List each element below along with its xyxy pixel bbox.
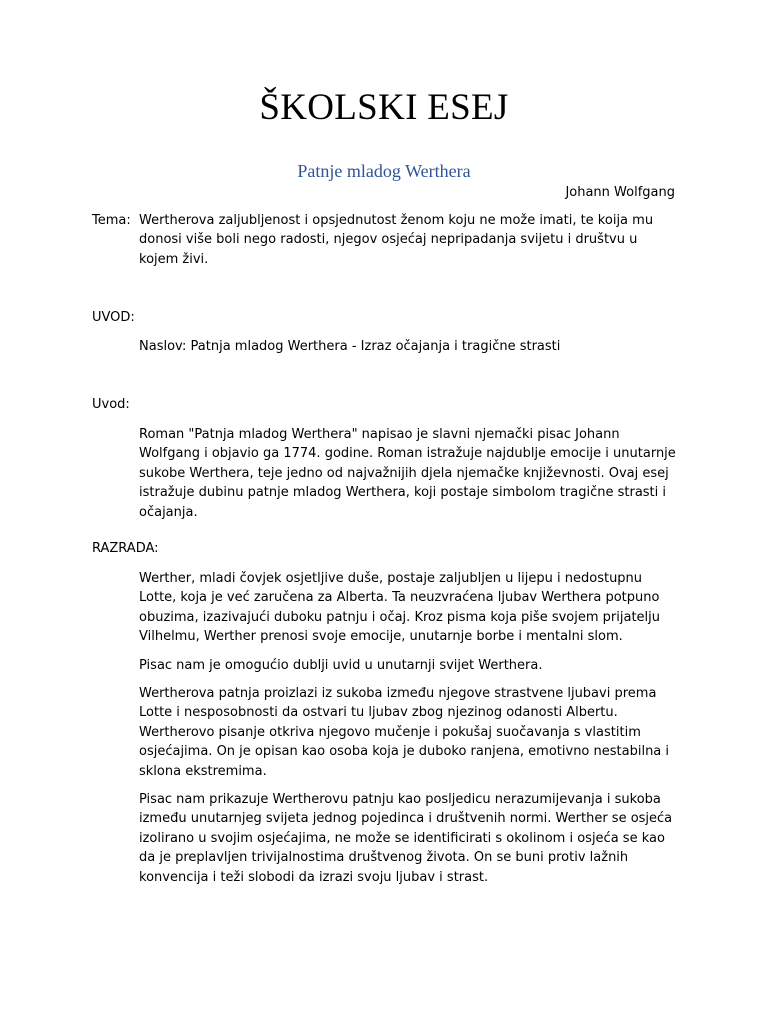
uvod-heading-text bbox=[139, 337, 679, 356]
author-name: Johann Wolfgang bbox=[565, 185, 675, 200]
tema-paragraph: Wertherova zaljubljenost i opsjednutost ženom koju ne može imati, te koija mu donosi više boli nego radosti, njegov osjećaj nepripadanja svijetu i društvu u kojem živi. bbox=[139, 213, 654, 267]
razrada-paragraph-1: Werther, mladi čovjek osjetljive duše, postaje zaljubljen u lijepu i nedostupnu Lotte, koja je već zaručena za Alberta. Ta neuzvraćena ljubav Werthera potpuno obuzima, izazivajući duboku patnju i očaj. Kroz pisma koja piše svojem prijatelju Vilhelmu, Werther prenosi svoje emocije, unutarnje borbe i mentalni slom. bbox=[139, 571, 660, 645]
document-title: ŠKOLSKI ESEJ bbox=[259, 87, 509, 128]
document-subtitle: Patnje mladog Werthera bbox=[297, 161, 471, 181]
razrada-label: RAZRADA: bbox=[92, 541, 159, 556]
uvod-label: Uvod: bbox=[92, 397, 130, 412]
naslov-paragraph: Naslov: Patnja mladog Werthera - Izraz očajanja i tragične strasti bbox=[139, 339, 561, 354]
tema-label: Tema: bbox=[92, 213, 131, 228]
uvod-heading-label: UVOD: bbox=[92, 310, 135, 325]
razrada-paragraph-2: Pisac nam je omogućio dublji uvid u unutarnji svijet Werthera. bbox=[139, 657, 543, 673]
razrada-text bbox=[139, 569, 679, 887]
razrada-paragraph-3: Wertherova patnja proizlazi iz sukoba između njegove strastvene ljubavi prema Lotte i nesposobnosti da ostvari tu ljubav zbog njezinog odanosti Albertu. Wertherovo pisanje otkriva njegovo mučenje i pokušaj suočavanja s vlastitim osjećajima. On je opisan kao osoba koja je duboko ranjena, emotivno nestabilna i sklona ekstremima. bbox=[139, 686, 670, 779]
tema-text bbox=[139, 211, 679, 269]
uvod-paragraph: Roman "Patnja mladog Werthera" napisao je slavni njemački pisac Johann Wolfgang i objavio ga 1774. godine. Roman istražuje najdublje emocije i unutarnje sukobe Werthera, teje jedno od najvažnijih djela njemačke književnosti. Ovaj esej istražuje dubinu patnje mladog Werthera, koji postaje simbolom tragične strasti i očajanja. bbox=[139, 427, 676, 520]
razrada-paragraph-4: Pisac nam prikazuje Wertherovu patnju kao posljedicu nerazumijevanja i sukoba između unutarnjeg svijeta jednog pojedinca i društvenih normi. Werther se osjeća izolirano u svojim osjećajima, ne može se identificirati s okolinom i osjeća se kao da je preplavljen trivijalnostima društvenog života. On se buni protiv lažnih konvencija i teži slobodi da izrazi svoju ljubav i strast. bbox=[139, 792, 673, 885]
uvod-text bbox=[139, 425, 679, 522]
